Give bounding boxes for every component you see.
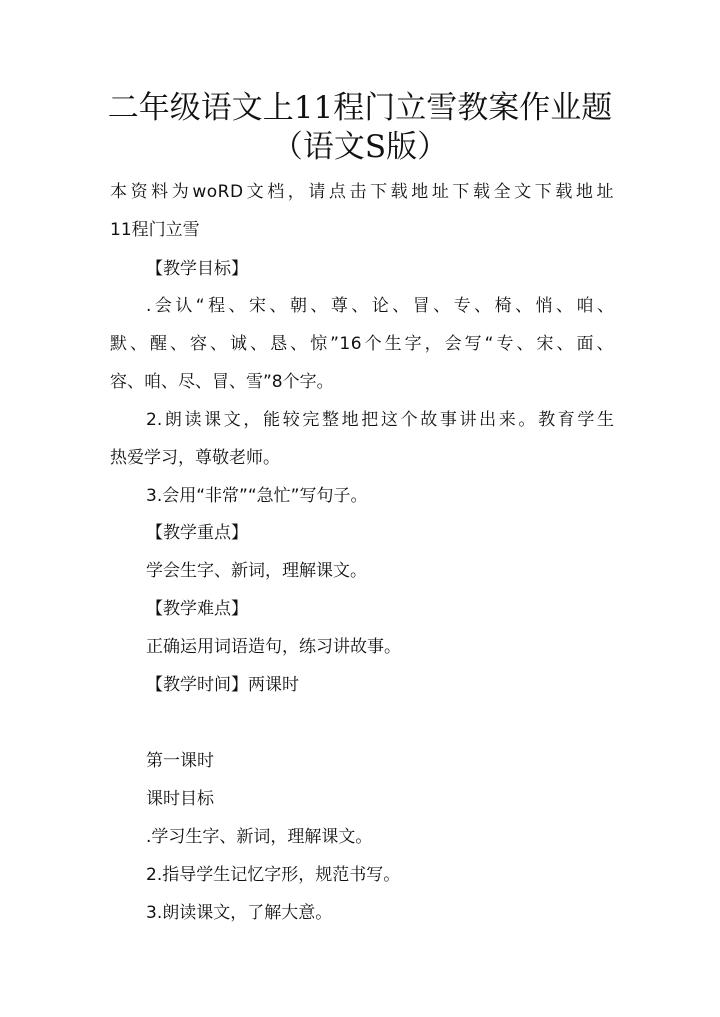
intro-line-1: 本资料为woRD文档，请点击下载地址下载全文下载地址 (110, 182, 614, 202)
teaching-difficulty-heading: 【教学难点】 (146, 599, 248, 619)
lesson-1-goal-2: 2.指导学生记忆字形，规范书写。 (146, 865, 401, 885)
teaching-goals-heading: 【教学目标】 (146, 259, 248, 279)
goal-1-line-1: .会认“程、宋、朝、尊、论、冒、专、椅、悄、咱、 (146, 296, 614, 316)
teaching-time-line: 【教学时间】两课时 (146, 675, 299, 695)
lesson-1-goal-3: 3.朗读课文，了解大意。 (146, 903, 333, 923)
goal-2-line-2: 热爱学习，尊敬老师。 (110, 448, 280, 468)
teaching-key-text: 学会生字、新词，理解课文。 (146, 561, 367, 581)
document-title-line2: （语文S版） (271, 129, 449, 165)
intro-line-2: 11程门立雪 (110, 220, 200, 240)
goal-2-line-1: 2.朗读课文，能较完整地把这个故事讲出来。教育学生 (146, 410, 614, 430)
goal-3: 3.会用“非常”“急忙”写句子。 (146, 486, 368, 506)
goal-1-line-3: 容、咱、尽、冒、雪”8个字。 (110, 372, 334, 392)
lesson-1-heading: 第一课时 (146, 751, 214, 771)
teaching-key-heading: 【教学重点】 (146, 523, 248, 543)
teaching-difficulty-text: 正确运用词语造句，练习讲故事。 (146, 637, 401, 657)
lesson-1-goal-1: .学习生字、新词，理解课文。 (146, 827, 373, 847)
lesson-1-goals-heading: 课时目标 (146, 789, 214, 809)
goal-1-line-2: 默、醒、容、诚、恳、惊”16个生字，会写“专、宋、面、 (110, 334, 614, 354)
document-title-line1: 二年级语文上11程门立雪教案作业题 (107, 90, 613, 126)
